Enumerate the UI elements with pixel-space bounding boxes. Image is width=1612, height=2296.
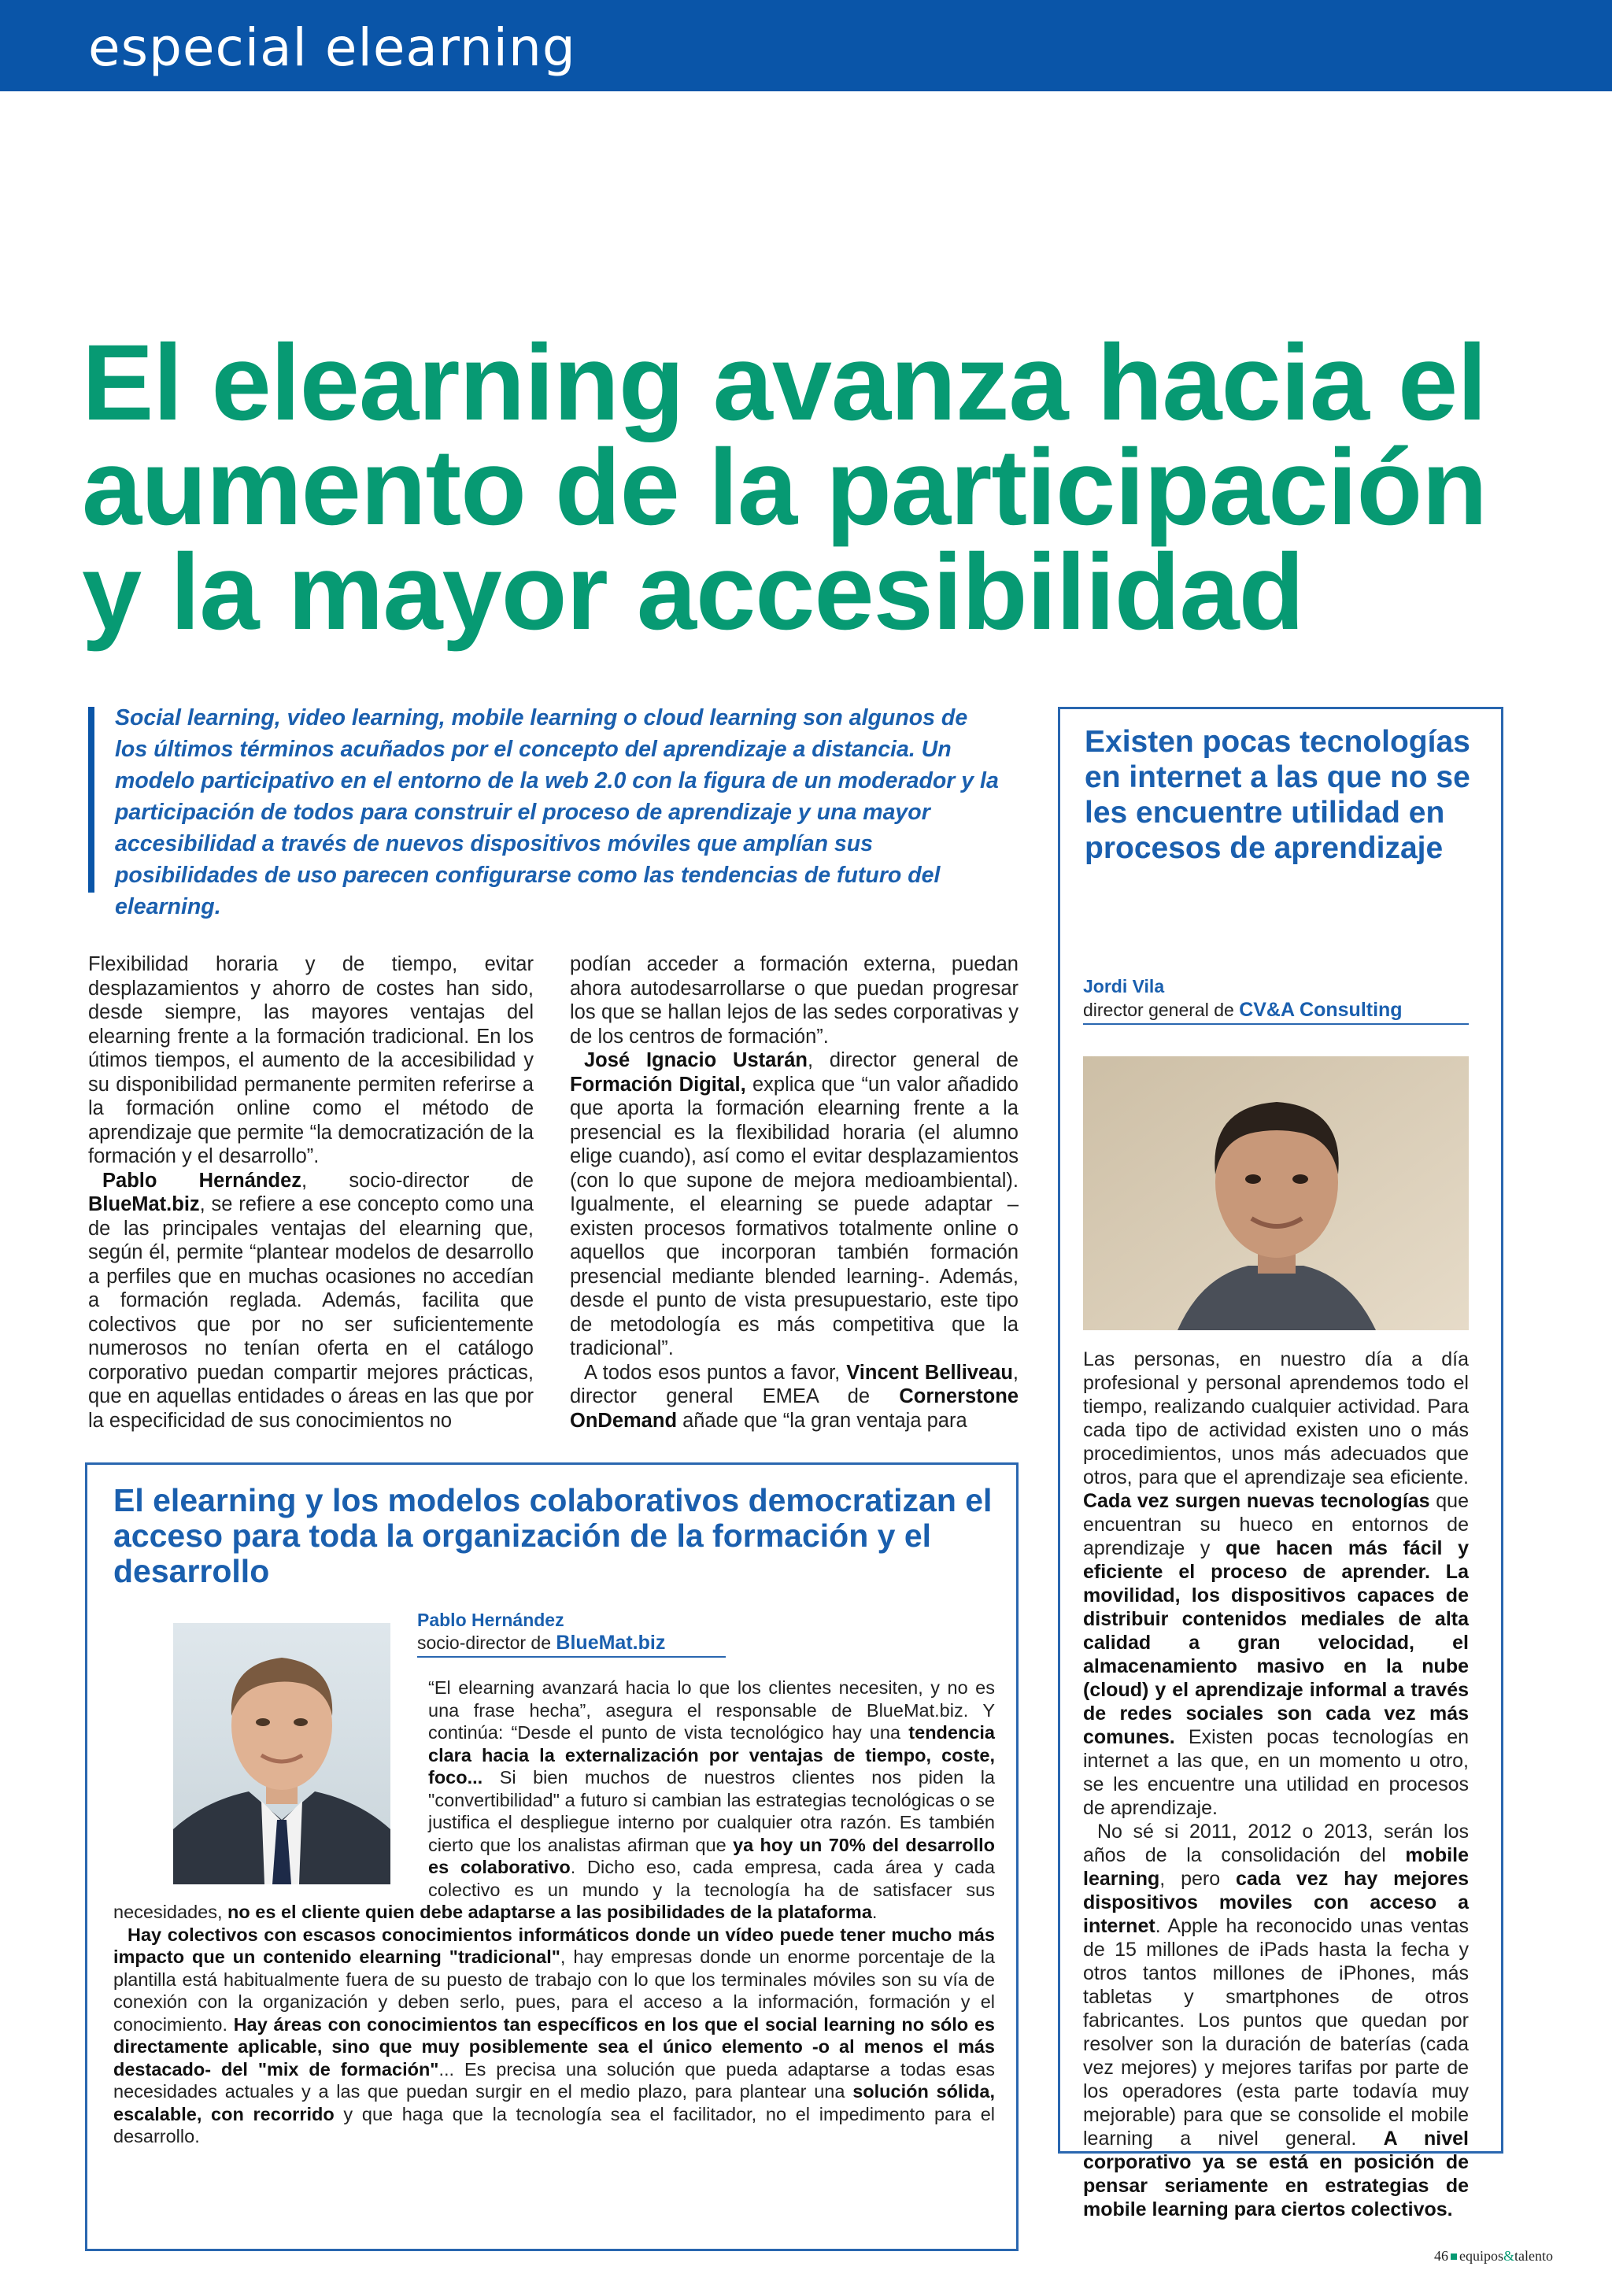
bold-run: mobile learning bbox=[1083, 1844, 1469, 1890]
footer-square-icon bbox=[1451, 2253, 1457, 2260]
text-run: . Apple ha reconocido unas ventas de 15 millones de iPads hasta la fecha y otros tantos millones de iPhones, más tabletas y smartphones de otros fabricantes. Los puntos que quedan por resolver son la duración de baterías (cada vez mejores) y mejores tarifas por parte de los operadores (esta parte todavía muy mejorable) para que se consolide el mobile learning a nivel general. bbox=[1083, 1915, 1469, 2150]
author-name: Jordi Vila bbox=[1083, 976, 1165, 996]
text-run: , hay empresas donde un enorme porcentaje de la plantilla está habitualmente fuera de su puesto de trabajo con lo que los terminales móviles son su vía de conexión con la organización y deben serlo, pues, para el acceso a la información, formación y el conocimiento. bbox=[113, 1947, 996, 2035]
title-line-3: y la mayor accesibilidad bbox=[82, 532, 1304, 653]
collab-box-text bbox=[113, 1677, 995, 2148]
intro-rule bbox=[88, 707, 94, 893]
bold-run: que hacen más fácil y eficiente el proceso de aprender. La movilidad, los dispositivos capaces de distribuir contenidos mediales de alta calidad a gran velocidad, el almacenamiento masivo en la nube (cloud) y el aprendizaje informal a través de redes sociales son cada vez más comunes. bbox=[1083, 1537, 1469, 1748]
side-box-heading: Existen pocas tecnologías en internet a las que no se les encuentre utilidad en procesos de aprendizaje bbox=[1085, 725, 1470, 865]
text-run: y que haga que la tecnología sea el facilitador, no el impedimento para el desarrollo. bbox=[113, 2103, 995, 2146]
portrait-illustration bbox=[1083, 1056, 1469, 1330]
text-run: Si bien muchos de nuestros clientes nos piden la "convertibilidad" a futuro si cambian las estrategias tecnológicas o se justifica el despliegue interno por cualquier otra razón. Es también cierto que los analistas afirman que bbox=[428, 1767, 995, 1855]
author-company: CV&A Consulting bbox=[1239, 999, 1403, 1021]
bold-run: cada vez hay mejores dispositivos moviles con acceso a internet bbox=[1083, 1868, 1470, 1937]
text-run: ... Es precisa una solución que pueda adaptarse a todas esas necesidades actuales y a las que puedan surgir en el medio plazo, para plantear una bbox=[113, 2058, 995, 2102]
collab-paragraph-2 bbox=[113, 1924, 995, 2148]
text-run: “El elearning avanzará hacia lo que los clientes necesiten, y no es una frase hecha”, asegura el responsable de BlueMat.biz. Y continúa: “Desde el punto de vista tecnológico hay una bbox=[428, 1677, 995, 1743]
collab-box-heading: El elearning y los modelos colaborativos democratizan el acceso para toda la organización de la formación y el desarrollo bbox=[113, 1482, 993, 1589]
text-run: . Dicho eso, cada empresa, cada área y cada colectivo es un mundo y la tecnología ha de satisfacer sus necesidades, bbox=[113, 1857, 995, 1922]
company-name: Formación Digital, bbox=[570, 1073, 746, 1096]
bold-run: A nivel corporativo ya se está en posición de pensar seriamente en estrategias de mobile learning para ciertos colectivos. bbox=[1083, 2128, 1469, 2220]
text-run: Existen pocas tecnologías en internet a las que, en un momento u otro, se les encuentre una utilidad en procesos de aprendizaje. bbox=[1083, 1726, 1469, 1819]
title-line-1: El elearning avanza hacia el bbox=[82, 323, 1487, 443]
text-run: No sé si 2011, 2012 o 2013, serán los años de la consolidación del bbox=[1083, 1821, 1469, 1866]
side-box-text bbox=[1083, 1348, 1469, 2221]
portrait-photo-jordi-vila bbox=[1083, 1056, 1469, 1330]
side-paragraph-1 bbox=[1083, 1348, 1469, 1820]
author-name: Pablo Hernández bbox=[417, 1610, 564, 1630]
bold-run: solución sólida, escalable, con recorrido bbox=[113, 2081, 995, 2124]
col2-paragraph-1: podían acceder a formación externa, puedan ahora autodesarrollarse o que puedan progresar los que se hallan lejos de las sedes corporativas y de los centros de formación”. bbox=[570, 953, 1019, 1048]
bold-run: Cada vez surgen nuevas tecnologías bbox=[1083, 1490, 1430, 1512]
text-run: . bbox=[871, 1902, 878, 1922]
side-paragraph-2 bbox=[1083, 1820, 1469, 2221]
col2-paragraph-3: A todos esos puntos a favor, Vincent Belliveau, director general EMEA de Cornerstone OnDemand añade que “la gran ventaja para bbox=[570, 1361, 1019, 1432]
col2-paragraph-2: José Ignacio Ustarán, director general de Formación Digital, explica que “un valor añadido que aporta la formación elearning frente a la presencial es la flexibilidad horaria (el alumno elige cuando), así como el evitar desplazamientos (con lo que supone de mejora medioambiental). Igualmente, el elearning se puede adaptar –existen procesos formativos totalmente online o aquellos que incorporan también formación presencial mediante blended learning-. Además, desde el punto de vista presupuestario, este tipo de metodología es más competitiva que la tradicional”. bbox=[570, 1049, 1019, 1359]
company-name: BlueMat.biz bbox=[88, 1193, 200, 1215]
author-role: director general de CV&A Consulting bbox=[1083, 998, 1469, 1025]
body-column-1 bbox=[88, 952, 534, 1433]
page-footer bbox=[1434, 2248, 1553, 2265]
author-company: BlueMat.biz bbox=[556, 1632, 666, 1654]
body-column-2 bbox=[570, 952, 1019, 1433]
person-name: José Ignacio Ustarán bbox=[584, 1049, 808, 1071]
bold-run: ya hoy un 70% del desarrollo es colaborativo bbox=[428, 1834, 995, 1877]
bold-run: tendencia clara hacia la externalización por ventajas de tiempo, coste, foco... bbox=[428, 1722, 995, 1788]
side-author-credit bbox=[1083, 974, 1469, 1025]
bold-run: Hay áreas con conocimientos tan específicos en los que el social learning no sólo es directamente aplicable, sino que muy posiblemente sea el único elemento -o al menos el más destacado- del "mix de formación" bbox=[113, 2013, 995, 2080]
section-label: especial elearning bbox=[88, 17, 576, 78]
article-title bbox=[82, 323, 1530, 653]
bold-run: no es el cliente quien debe adaptarse a las posibilidades de la plataforma bbox=[227, 1902, 872, 1922]
text-run: que encuentran su hueco en entornos de aprendizaje y bbox=[1083, 1490, 1469, 1559]
col1-paragraph-2: Pablo Hernández, socio-director de BlueMat.biz, se refiere a ese concepto como una de las principales ventajas del elearning que, según él, permite “plantear modelos de desarrollo a perfiles que en muchas ocasiones no accedían a formación reglada. Además, facilita que colectivos que por no ser suficientemente numerosos no tenían oferta en el catálogo corporativo puedan compartir mejores prácticas, que en aquellas entidades o áreas en las que por la especificidad de sus conocimientos no bbox=[88, 1169, 534, 1432]
page-number: 46 bbox=[1434, 2248, 1448, 2264]
magazine-name: equipos&talento bbox=[1459, 2248, 1553, 2264]
text-run: Las personas, en nuestro día a día profesional y personal aprendemos todo el tiempo, realizando cualquier actividad. Para cada tipo de actividad existen uno o más procedimientos, unos más adecuados que otros, para que el aprendizaje sea eficiente. bbox=[1083, 1348, 1469, 1488]
article-intro: Social learning, video learning, mobile learning o cloud learning son algunos de los últimos términos acuñados por el concepto del aprendizaje a distancia. Un modelo participativo en el entorno de la web 2.0 con la figura de un moderador y la participación de todos para construir el proceso de aprendizaje y una mayor accesibilidad a través de nuevos dispositivos móviles que amplían sus posibilidades de uso parecen configurarse como las tendencias de futuro del elearning. bbox=[115, 705, 999, 919]
title-line-2: aumento de la participación bbox=[82, 427, 1487, 548]
col1-paragraph-1: Flexibilidad horaria y de tiempo, evitar desplazamientos y ahorro de costes han sido, desde siempre, las mayores ventajas del elearning frente a la formación tradicional. En los útimos tiempos, el aumento de la accesibilidad y su disponibilidad permanente permiten referirse a la formación online como el método de aprendizaje que permite “la democratización de la formación y el desarrollo”. bbox=[88, 953, 534, 1167]
company-name: Cornerstone OnDemand bbox=[570, 1385, 1019, 1432]
text-run: , pero bbox=[1159, 1868, 1237, 1890]
bold-run: Hay colectivos con escasos conocimientos informáticos donde un vídeo puede tener mucho más impacto que un contenido elearning "tradicional" bbox=[113, 1924, 995, 1967]
collab-author-credit bbox=[417, 1609, 726, 1658]
person-name: Vincent Belliveau bbox=[846, 1361, 1013, 1384]
person-name: Pablo Hernández bbox=[102, 1169, 302, 1192]
photo-float-spacer bbox=[113, 1677, 428, 1887]
author-role: socio-director de BlueMat.biz bbox=[417, 1631, 726, 1658]
